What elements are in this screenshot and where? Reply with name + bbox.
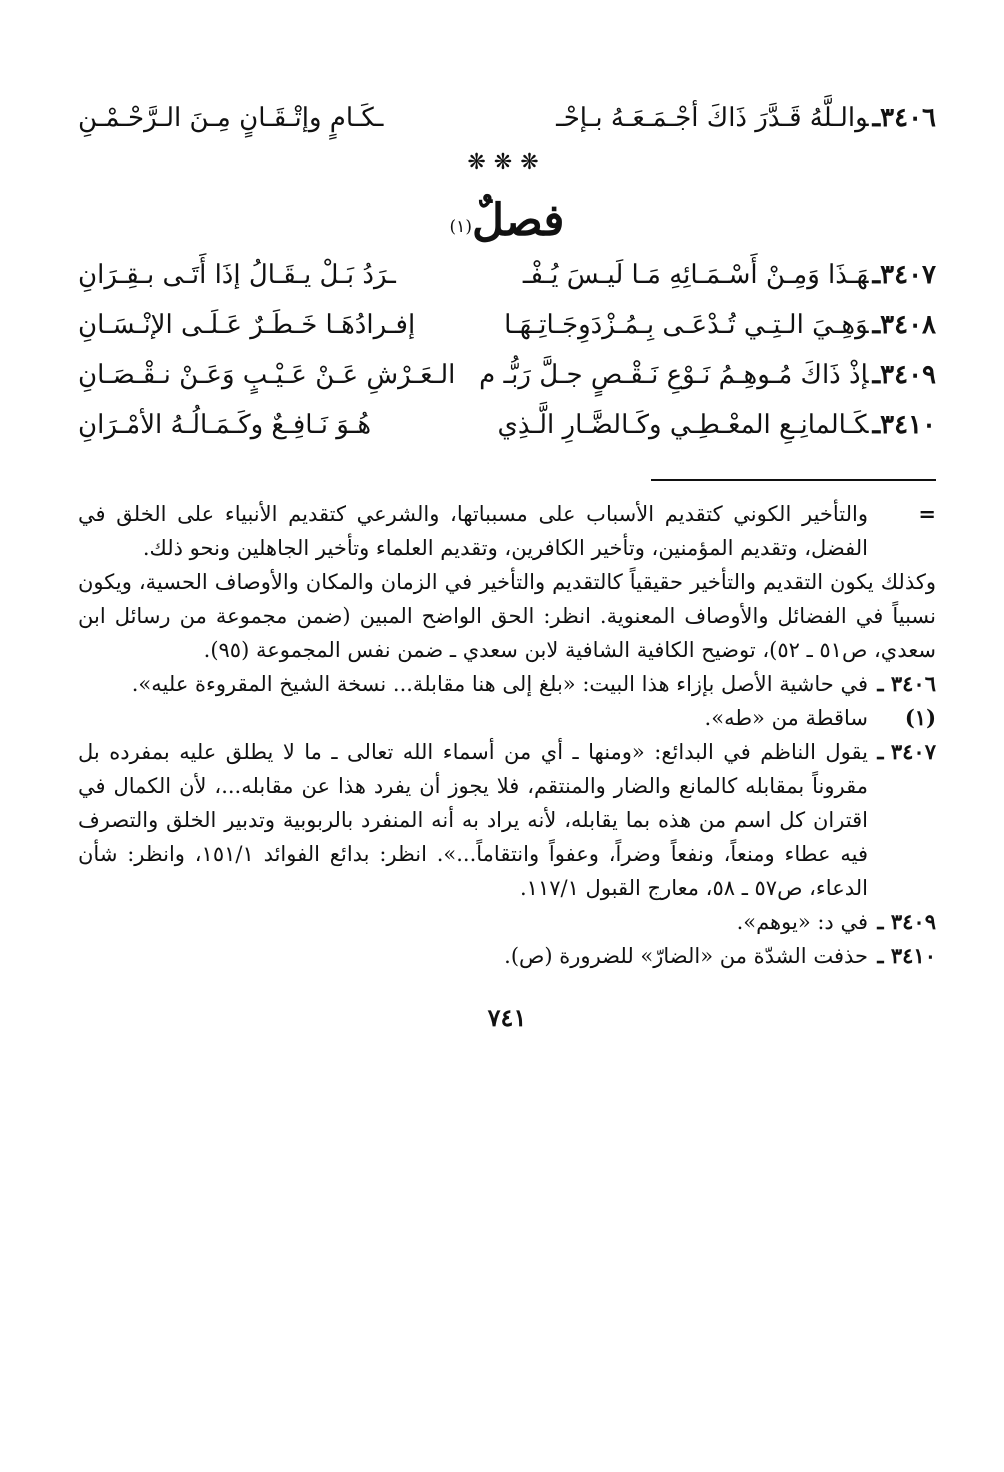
footnote-label: ٣٤١٠ ـ — [877, 943, 936, 968]
footnote-label: = — [918, 501, 936, 526]
footnote-label: (١) — [904, 705, 936, 730]
verse-second-hemistich: ـرَدُ بَـلْ يـقَـالُ إذَا أَتَـى بـقِـرَانِ — [78, 260, 396, 290]
verse-first-hemistich: ٣٤٠٩ـإذْ ذَاكَ مُـوهِـمُ نَـوْعِ نَـقْـصٍ جـلَّ رَبُّـ م — [479, 360, 936, 390]
page-number: ٧٤١ — [487, 1003, 527, 1032]
verse-first-hemistich: ٣٤١٠ـكَـالمانِـعِ المعْـطِـي وكَـالضَّـارِ الَّـذِي — [497, 410, 936, 440]
verse-number: ٣٤١٠ـ — [872, 410, 936, 440]
verse-3409 — [78, 357, 936, 407]
section-heading — [78, 193, 936, 249]
footnote-label: ٣٤٠٧ ـ — [877, 739, 936, 764]
footnote-text: ساقطة من «طه». — [704, 706, 868, 730]
verse-second-hemistich: ـكَـامٍ وإتْـقَـانٍ مِـنَ الـرَّحْـمْـنِ — [78, 103, 384, 133]
section-separator-stars: ❋❋❋ — [467, 150, 547, 175]
verse-first-hemistich: ٣٤٠٦ـوالـلَّهُ قَـدَّرَ ذَاكَ أجْـمَـعَـهُ بـإحْـ — [556, 103, 936, 133]
footnote-3409 — [78, 905, 936, 939]
footnote-paragraph: وكذلك يكون التقديم والتأخير حقيقياً كالتقديم والتأخير في الزمان والمكان والأوصاف الحسية، ويكون نسبياً في الفضائل والأوصاف المعنوية. انظر: الحق الواضح المبين (ضمن مجموعة من رسائل ابن سعدي، ص٥١ ـ ٥٢)، توضيح الكافية الشافية لابن سعدي ـ ضمن نفس المجموعة (٩٥). — [78, 570, 936, 662]
verse-number: ٣٤٠٦ـ — [872, 103, 936, 133]
section-title: فصلٌ — [471, 195, 565, 246]
verse-second-hemistich: هُـوَ نَـافِـعٌ وكَـمَـالُـهُ الأمْـرَانِ — [78, 410, 372, 440]
verse-first-hemistich: ٣٤٠٨ـوَهِـيَ الـتِـي تُـدْعَـى بِـمُـزْدَوِجَـاتِـهَـا — [504, 310, 936, 340]
footnote-paragraph: والتأخير الكوني كتقديم الأسباب على مسبباتها، والشرعي كتقديم الأنبياء على الخلق في الفضل، وتقديم المؤمنين، وتأخير الكافرين، وتقديم العلماء وتأخير الجاهلين ونحو ذلك. — [78, 502, 868, 560]
footnotes — [78, 497, 936, 973]
footnote-text: حذفت الشدّة من «الضارّ» للضرورة (ص). — [504, 944, 868, 968]
footnote-text: يقول الناظم في البدائع: «ومنها ـ أي من أسماء الله تعالى ـ ما لا يطلق عليه بمفرده بل مقروناً بمقابله كالمانع والضار والمنتقم، فلا يجوز أن يفرد هذا عن مقابله...، لأن الكمال في اقتران كل اسم من هذه بما يقابله، لأنه يراد به أنه المنفرد بالربوبية وتدبير الخلق والتصرف فيه عطاء ومنعاً، ونفعاً وضراً، وعفواً وانتقاماً...». انظر: بدائع الفوائد ١٥١/١، وانظر: شأن الدعاء، ص٥٧ ـ ٥٨، معارج القبول ١١٧/١. — [78, 740, 868, 900]
verse-number: ٣٤٠٨ـ — [872, 310, 936, 340]
verse-first-hemistich: ٣٤٠٧ـهَـذَا وَمِـنْ أَسْـمَـائِهِ مَـا لَيـسَ يُـفْـ — [522, 260, 936, 290]
footnote-3410 — [78, 939, 936, 973]
verse-3407 — [78, 257, 936, 307]
footnote-marker: (١) — [449, 217, 472, 237]
footnote-divider — [651, 479, 936, 481]
verse-second-hemistich: الـعَـرْشِ عَـنْ عَـيْـبٍ وَعَـنْ نـقْـصَـانِ — [78, 360, 456, 390]
verse-3408 — [78, 307, 936, 357]
footnote-label: ٣٤٠٦ ـ — [877, 671, 936, 696]
verse-3406 — [78, 100, 936, 150]
footnote-1 — [78, 701, 936, 735]
footnote-text: في حاشية الأصل بإزاء هذا البيت: «بلغ إلى هنا مقابلة... نسخة الشيخ المقروءة عليه». — [131, 672, 868, 696]
verse-number: ٣٤٠٧ـ — [872, 260, 936, 290]
footnote-label: ٣٤٠٩ ـ — [877, 909, 936, 934]
footnote-continuation — [78, 497, 936, 667]
footnote-3406 — [78, 667, 936, 701]
footnote-text: في د: «يوهم». — [736, 910, 868, 934]
verse-number: ٣٤٠٩ـ — [872, 360, 936, 390]
page — [78, 100, 936, 1032]
verse-second-hemistich: إفـرادُهَـا خَـطَـرٌ عَـلَـى الإنْـسَـانِ — [78, 310, 416, 340]
footnote-3407 — [78, 735, 936, 905]
verse-3410 — [78, 407, 936, 457]
